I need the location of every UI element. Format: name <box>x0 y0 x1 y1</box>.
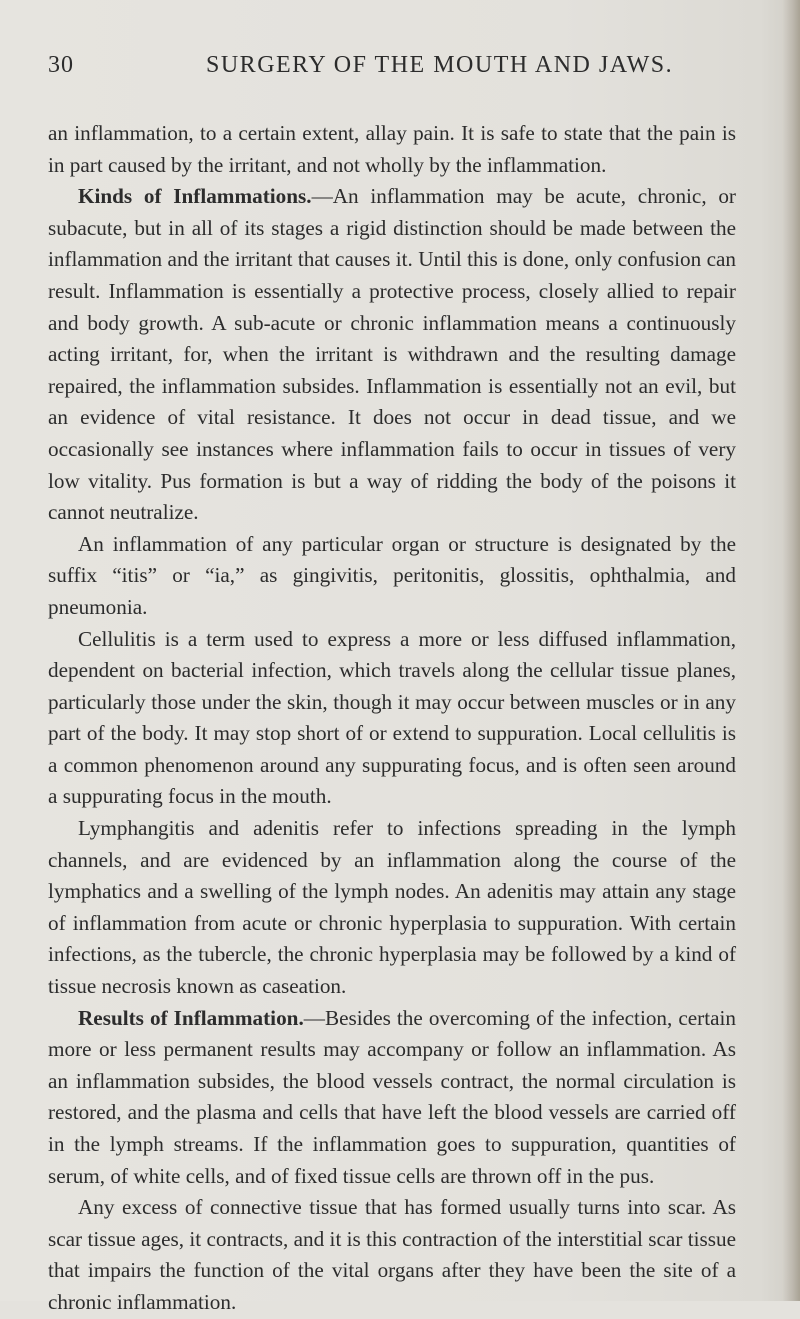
paragraph-text: Lymphangitis and adenitis refer to infections spreading in the lymph channels, and are evidenced by an inflammation along the course of the lymphatics and a swelling of the lymph nodes. An adenitis may attain any stage of inflammation from acute or chronic hyperplasia to suppuration. With certain infections, as the tubercle, the chronic hyperplasia may be followed by a kind of tissue necrosis known as caseation. <box>48 816 736 999</box>
paragraph-text: Any excess of connective tissue that has formed usually turns into scar. As scar tissue ages, it contracts, and it is this contraction of the interstitial scar tissue that impairs the function of the vital organs after they have been the site of a chronic inflammation. <box>48 1195 736 1314</box>
paragraph-text: —Besides the overcoming of the infection, certain more or less permanent results may accompany or follow an inflammation. As an inflammation subsides, the blood vessels contract, the normal circulation is restored, and the plasma and cells that have left the blood vessels are carried off in the lymph streams. If the inflammation goes to suppuration, quantities of serum, of white cells, and of fixed tissue cells are thrown off in the pus. <box>48 1005 736 1188</box>
page-number: 30 <box>48 52 74 78</box>
body-text <box>48 118 736 1319</box>
page-edge <box>782 0 800 1301</box>
paragraph-scar-tissue <box>48 1192 736 1318</box>
paragraph-results-of-inflammation <box>48 1003 736 1193</box>
paragraph-suffix <box>48 529 736 624</box>
page-header <box>48 52 728 86</box>
paragraph-lymphangitis <box>48 813 736 1003</box>
paragraph-text: Cellulitis is a term used to express a more or less diffused inflammation, dependent on bacterial infection, which travels along the cellular tissue planes, particularly those under the skin, though it may occur between muscles or in any part of the body. It may stop short of or extend to suppuration. Local cellulitis is a common phenomenon around any suppurating focus, and is often seen around a suppurating focus in the mouth. <box>48 626 736 809</box>
paragraph-kinds-of-inflammations <box>48 181 736 529</box>
paragraph-text: An inflammation of any particular organ or structure is designated by the suffix “itis” or “ia,” as gingivitis, peritonitis, glossitis, ophthalmia, and pneumonia. <box>48 531 736 619</box>
section-heading: Results of Inflammation. <box>78 1005 304 1030</box>
running-title: SURGERY OF THE MOUTH AND JAWS. <box>206 52 674 78</box>
section-heading: Kinds of Inflammations. <box>78 184 312 209</box>
paragraph-cellulitis <box>48 624 736 814</box>
paragraph-continuation <box>48 118 736 181</box>
paragraph-text: —An inflammation may be acute, chronic, or subacute, but in all of its stages a rigid distinction should be made between the inflammation and the irritant that causes it. Until this is done, only confusion can result. Inflammation is essentially a protective process, closely allied to repair and body growth. A sub-acute or chronic inflammation means a continuously acting irritant, for, when the irritant is withdrawn and the resulting damage repaired, the inflammation subsides. Inflammation is essentially not an evil, but an evidence of vital resistance. It does not occur in dead tissue, and we occasionally see instances where inflammation fails to occur in tissues of very low vitality. Pus formation is but a way of ridding the body of the poisons it cannot neutralize. <box>48 184 736 525</box>
paragraph-text: an inflammation, to a certain extent, allay pain. It is safe to state that the pain is in part caused by the irritant, and not wholly by the inflammation. <box>48 121 736 177</box>
